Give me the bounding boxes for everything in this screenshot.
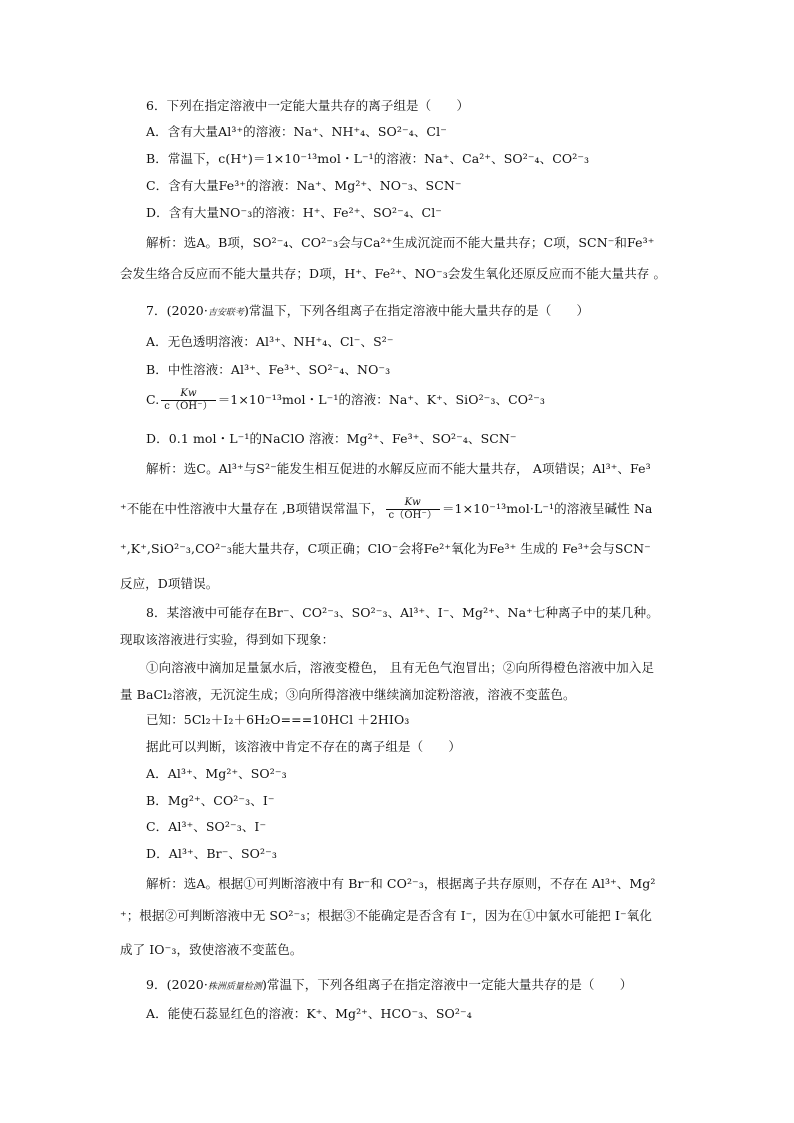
q7-option-c-prefix: C. [146, 392, 160, 407]
q8-stem-line-2: 现取该溶液进行实验，得到如下现象： [120, 632, 335, 647]
q8-option-a: A．Al³⁺、Mg²⁺、SO²⁻₃ [146, 766, 287, 781]
q7-explanation-line-3: ⁺,K⁺,SiO²⁻₃,CO²⁻₃能大量共存，C项正确；ClO⁻会将Fe²⁺氧化为Fe³⁺ 生成的 Fe³⁺会与SCN⁻ [120, 541, 651, 556]
q9-stem [146, 976, 706, 996]
q8-experiment-line-1: ①向溶液中滴加足量氯水后，溶液变橙色， 且有无色气泡冒出；②向所得橙色溶液中加入足 [146, 660, 655, 675]
q9-stem-prefix: 9．(2020· [146, 977, 208, 992]
q7-option-a: A．无色透明溶液：Al³⁺、NH⁺₄、Cl⁻、S²⁻ [146, 334, 394, 349]
q7-stem-suffix: )常温下，下列各组离子在指定溶液中能大量共存的是（ ） [243, 303, 590, 318]
q8-option-d: D．Al³⁺、Br⁻、SO²⁻₃ [146, 846, 277, 861]
q7-explanation-fraction [386, 497, 440, 522]
q7-explanation-line-2 [120, 497, 680, 522]
q8-experiment-line-2: 量 BaCl₂溶液，无沉淀生成；③向所得溶液中继续滴加淀粉溶液，溶液不变蓝色。 [120, 687, 576, 702]
q7-source: 吉安联考 [207, 308, 244, 318]
q7-explanation-line-2-suffix: ＝1×10⁻¹³mol·L⁻¹的溶液呈碱性 Na [441, 501, 653, 516]
q7-option-b: B．中性溶液：Al³⁺、Fe³⁺、SO²⁻₄、NO⁻₃ [146, 362, 391, 377]
q7-option-d: D．0.1 mol・L⁻¹的NaClO 溶液：Mg²⁺、Fe³⁺、SO²⁻₄、SCN⁻ [146, 431, 517, 446]
q9-stem-suffix: )常温下，下列各组离子在指定溶液中一定能大量共存的是（ ） [261, 977, 633, 992]
q8-option-c: C．Al³⁺、SO²⁻₃、I⁻ [146, 819, 267, 834]
q9-source: 株洲质量检测 [207, 982, 262, 992]
q7-explanation-line-4: 反应，D项错误。 [120, 576, 219, 591]
q7-stem [146, 302, 706, 322]
q7-stem-prefix: 7．(2020· [146, 303, 208, 318]
q8-ask: 据此可以判断，该溶液中肯定不存在的离子组是（ ） [146, 739, 462, 754]
q7-option-c-suffix: ＝1×10⁻¹³mol・L⁻¹的溶液：Na⁺、K⁺、SiO²⁻₃、CO²⁻₃ [217, 392, 546, 407]
q6-option-c: C．含有大量Fe³⁺的溶液：Na⁺、Mg²⁺、NO⁻₃、SCN⁻ [146, 178, 462, 193]
q7-option-c-fraction [161, 388, 215, 413]
q6-option-b: B．常温下，c(H⁺)＝1×10⁻¹³mol・L⁻¹的溶液：Na⁺、Ca²⁺、SO²⁻₄、CO²⁻₃ [146, 151, 590, 166]
q8-known-equation: 已知：5Cl₂＋I₂＋6H₂O===10HCl ＋2HIO₃ [146, 712, 410, 727]
fraction-numerator: Kw [161, 388, 215, 401]
q8-explanation-line-1: 解析：选A。根据①可判断溶液中有 Br⁻和 CO²⁻₃，根据离子共存原则，不存在 Al³⁺、Mg² [146, 876, 656, 891]
q9-option-a: A．能使石蕊显红色的溶液：K⁺、Mg²⁺、HCO⁻₃、SO²⁻₄ [146, 1006, 472, 1021]
fraction-numerator: Kw [386, 497, 440, 510]
q6-stem: 6．下列在指定溶液中一定能大量共存的离子组是（ ） [146, 98, 470, 113]
q6-option-a: A．含有大量Al³⁺的溶液：Na⁺、NH⁺₄、SO²⁻₄、Cl⁻ [146, 124, 447, 139]
q8-explanation-line-3: 成了 IO⁻₃，致使溶液不变蓝色。 [120, 942, 303, 957]
q7-explanation-line-1: 解析：选C。Al³⁺与S²⁻能发生相互促进的水解反应而不能大量共存， A项错误；Al³⁺、Fe³ [146, 461, 651, 476]
q7-option-c [146, 388, 706, 413]
fraction-denominator: c（OH⁻） [388, 510, 437, 521]
q8-option-b: B．Mg²⁺、CO²⁻₃、I⁻ [146, 793, 275, 808]
q6-explanation-line-2: 会发生络合反应而不能大量共存；D项，H⁺、Fe²⁺、NO⁻₃会发生氧化还原反应而不能大量共存 。 [120, 266, 667, 281]
fraction-denominator: c（OH⁻） [164, 401, 213, 412]
q8-explanation-line-2: ⁺；根据②可判断溶液中无 SO²⁻₃；根据③不能确定是否含有 I⁻，因为在①中氯水可能把 I⁻氧化 [120, 908, 652, 923]
q6-explanation-line-1: 解析：选A。B项，SO²⁻₄、CO²⁻₃会与Ca²⁺生成沉淀而不能大量共存；C项，SCN⁻和Fe³⁺ [146, 235, 655, 250]
q8-stem-line-1: 8．某溶液中可能存在Br⁻、CO²⁻₃、SO²⁻₃、Al³⁺、I⁻、Mg²⁺、Na⁺七种离子中的某几种。 [146, 605, 659, 620]
q6-option-d: D．含有大量NO⁻₃的溶液：H⁺、Fe²⁺、SO²⁻₄、Cl⁻ [146, 205, 443, 220]
q7-explanation-line-2-prefix: ⁺不能在中性溶液中大量存在 ,B项错误常温下， [120, 501, 384, 516]
